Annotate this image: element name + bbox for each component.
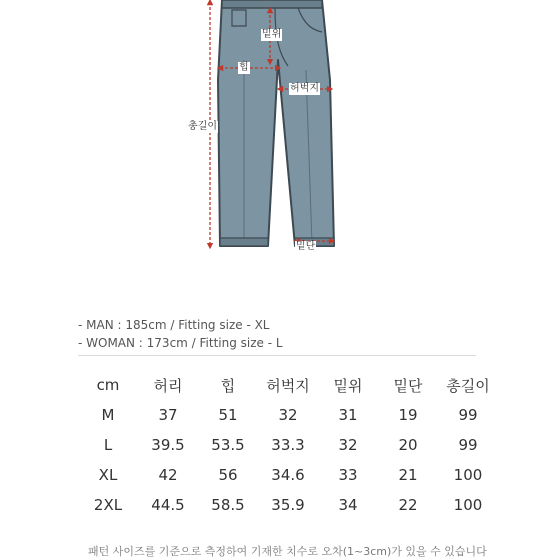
table-cell: 31 bbox=[338, 406, 358, 424]
table-row bbox=[78, 430, 498, 460]
table-cell: 99 bbox=[458, 436, 478, 454]
table-cell: 56 bbox=[218, 466, 238, 484]
table-cell: 51 bbox=[218, 406, 238, 424]
table-cell: 32 bbox=[278, 406, 298, 424]
table-cell: 34.6 bbox=[271, 466, 305, 484]
header-rise: 밑위 bbox=[333, 376, 363, 395]
size-cell: XL bbox=[98, 466, 118, 484]
size-cell: L bbox=[103, 436, 113, 454]
table-cell: 99 bbox=[458, 406, 478, 424]
size-cell: 2XL bbox=[93, 496, 123, 514]
header-hip: 힙 bbox=[220, 376, 236, 395]
table-row bbox=[78, 490, 498, 520]
fitting-notes bbox=[78, 316, 283, 352]
table-cell: 42 bbox=[158, 466, 178, 484]
size-table bbox=[78, 370, 498, 520]
table-cell: 53.5 bbox=[211, 436, 245, 454]
table-cell: 19 bbox=[398, 406, 418, 424]
thigh-label: 허벅지 bbox=[290, 83, 319, 94]
table-cell: 34 bbox=[338, 496, 358, 514]
man-fitting-note: - MAN : 185cm / Fitting size - XL bbox=[78, 318, 270, 332]
table-cell: 33.3 bbox=[271, 436, 305, 454]
table-cell: 44.5 bbox=[151, 496, 185, 514]
rise-label: 밑위 bbox=[262, 29, 282, 40]
table-cell: 22 bbox=[398, 496, 418, 514]
table-cell: 58.5 bbox=[211, 496, 245, 514]
table-header-row bbox=[78, 370, 498, 400]
table-cell: 100 bbox=[453, 496, 483, 514]
woman-fitting-note: - WOMAN : 173cm / Fitting size - L bbox=[78, 336, 283, 350]
hem-band bbox=[220, 238, 268, 246]
waistband bbox=[222, 0, 322, 8]
divider bbox=[78, 355, 476, 356]
table-row bbox=[78, 460, 498, 490]
table-cell: 20 bbox=[398, 436, 418, 454]
table-cell: 35.9 bbox=[271, 496, 305, 514]
table-cell: 100 bbox=[453, 466, 483, 484]
table-cell: 21 bbox=[398, 466, 418, 484]
size-cell: M bbox=[101, 406, 115, 424]
hem-label: 밑단 bbox=[296, 241, 316, 252]
header-total-length: 총길이 bbox=[446, 376, 490, 395]
total-length-label: 총길이 bbox=[188, 121, 217, 132]
header-unit: cm bbox=[96, 376, 120, 394]
hip-label: 힙 bbox=[239, 62, 249, 73]
header-waist: 허리 bbox=[153, 376, 183, 395]
table-cell: 39.5 bbox=[151, 436, 185, 454]
table-cell: 33 bbox=[338, 466, 358, 484]
measurement-footnote: 패턴 사이즈를 기준으로 측정하여 기재한 치수로 오차(1~3cm)가 있을 수 있습니다 bbox=[88, 545, 487, 558]
header-thigh: 허벅지 bbox=[266, 376, 310, 395]
pants-measurement-diagram bbox=[0, 0, 554, 270]
table-cell: 32 bbox=[338, 436, 358, 454]
table-row bbox=[78, 400, 498, 430]
header-hem: 밑단 bbox=[393, 376, 423, 395]
table-cell: 37 bbox=[158, 406, 178, 424]
